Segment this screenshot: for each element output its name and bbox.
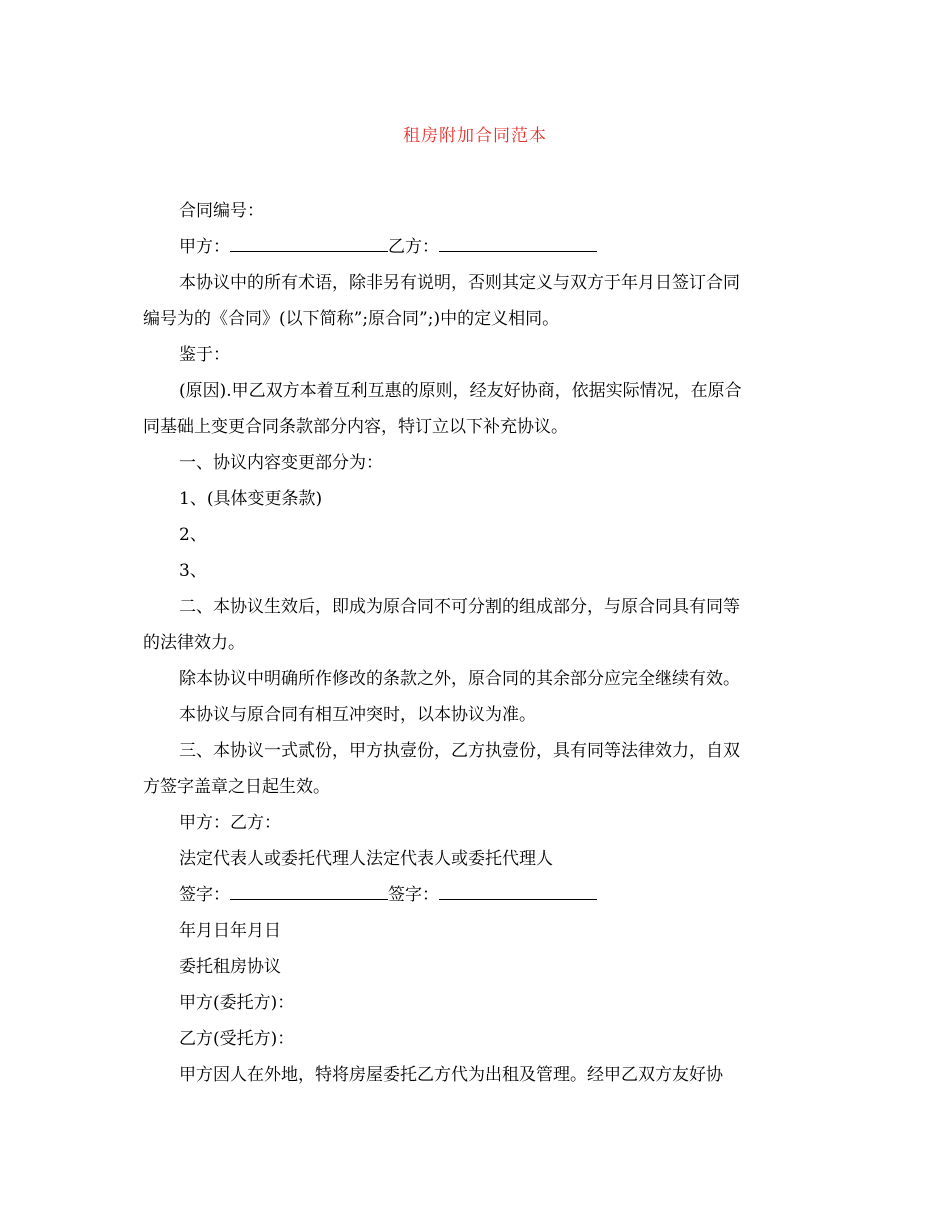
- party-a-label: 甲方：: [179, 237, 230, 257]
- signature-blank-a: [230, 881, 388, 900]
- list-item-1: 1、(具体变更条款): [179, 489, 323, 509]
- remainder-clause: 除本协议中明确所作修改的条款之外，原合同的其余部分应完全继续有效。: [179, 669, 740, 689]
- signature-blank-b: [439, 881, 597, 900]
- entrust-intro-line: 甲方因人在外地，特将房屋委托乙方代为出租及管理。经甲乙双方友好协: [179, 1065, 723, 1085]
- section-two-line2: 的法律效力。: [143, 633, 245, 653]
- whereas-line: 鉴于：: [179, 345, 230, 365]
- party-b-label: 乙方：: [388, 237, 439, 257]
- reason-paragraph-line1: (原因).甲乙双方本着互利互惠的原则，经友好协商，依据实际情况，在原合: [179, 381, 742, 401]
- section-two-line1: 二、本协议生效后，即成为原合同不可分割的组成部分，与原合同具有同等: [179, 597, 740, 617]
- reason-paragraph-line2: 同基础上变更合同条款部分内容，特订立以下补充协议。: [143, 417, 568, 437]
- signature-label-a: 签字：: [179, 885, 230, 905]
- entrust-party-b-line: 乙方(受托方)：: [179, 1029, 295, 1049]
- section-three-line2: 方签字盖章之日起生效。: [143, 777, 330, 797]
- section-three-line1: 三、本协议一式贰份，甲方执壹份，乙方执壹份，具有同等法律效力，自双: [179, 741, 740, 761]
- signing-parties-line: 甲方：乙方：: [179, 813, 281, 833]
- contract-number-line: 合同编号：: [179, 201, 264, 221]
- document-title: 租房附加合同范本: [403, 126, 547, 146]
- dates-line: 年月日年月日: [179, 921, 281, 941]
- list-item-2: 2、: [179, 525, 207, 545]
- list-item-3: 3、: [179, 561, 207, 581]
- entrust-party-a-line: 甲方(委托方)：: [179, 993, 295, 1013]
- entrust-agreement-title: 委托租房协议: [179, 957, 281, 977]
- terms-paragraph-line2: 编号为的《合同》(以下简称”;原合同”;)中的定义相同。: [143, 309, 560, 329]
- document-body: [143, 193, 807, 1093]
- representatives-line: 法定代表人或委托代理人法定代表人或委托代理人: [179, 849, 553, 869]
- section-one-heading: 一、协议内容变更部分为：: [179, 453, 383, 473]
- party-a-blank: [230, 233, 388, 252]
- signature-label-b: 签字：: [388, 885, 439, 905]
- parties-line: [143, 229, 807, 265]
- signature-line: [143, 877, 807, 913]
- terms-paragraph-line1: 本协议中的所有术语，除非另有说明，否则其定义与双方于年月日签订合同: [179, 273, 740, 293]
- conflict-clause: 本协议与原合同有相互冲突时，以本协议为准。: [179, 705, 536, 725]
- party-b-blank: [439, 233, 597, 252]
